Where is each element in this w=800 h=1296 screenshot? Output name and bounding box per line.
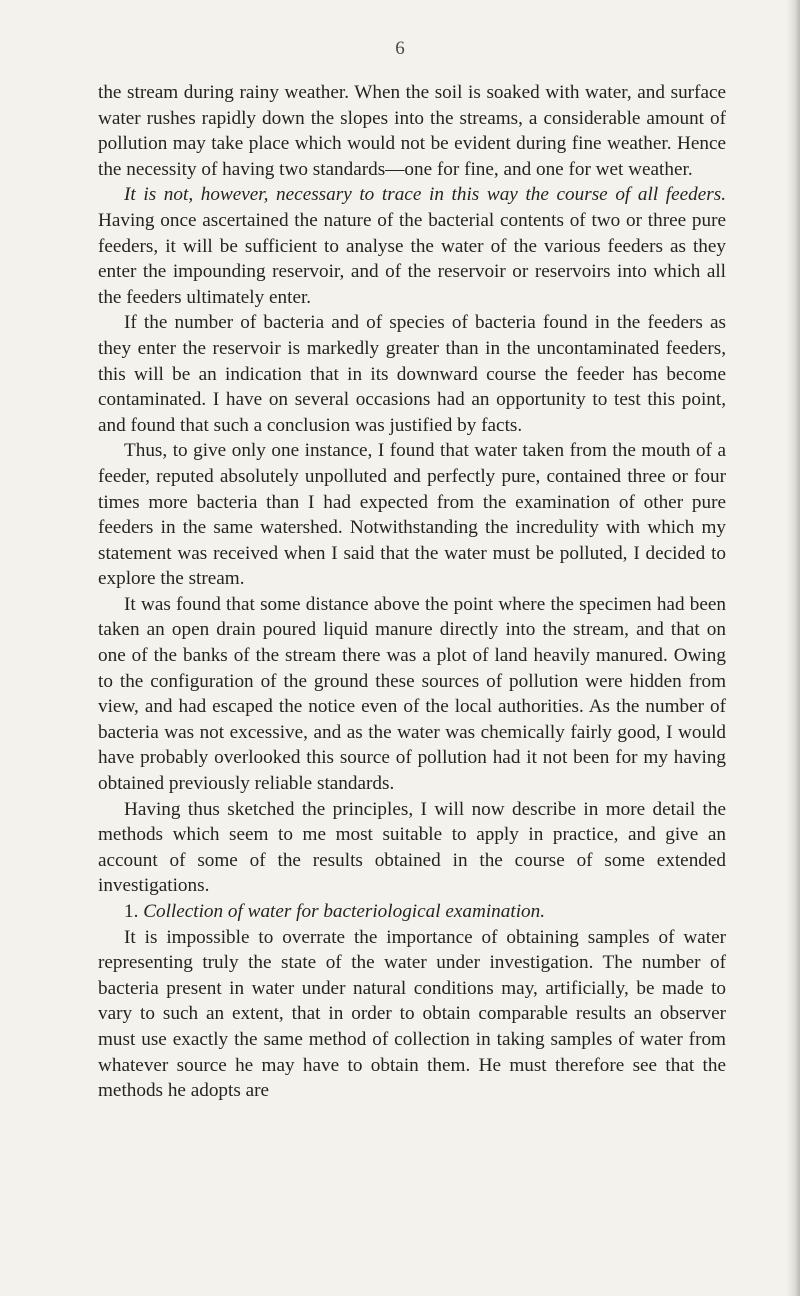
section-heading — [98, 899, 726, 925]
paragraph-5 — [98, 592, 726, 797]
body-text — [98, 80, 726, 1104]
paragraph-text: Having once ascertained the nature of the bacterial contents of two or three pure feeders, it will be sufficient to analyse the water of the various feeders as they enter the impounding reservoir, and of the reservoir or reservoirs into which all the feeders ultimately enter. — [98, 209, 726, 308]
paragraph-text: the stream during rainy weather. When the soil is soaked with water, and surface water rushes rapidly down the slopes into the streams, a considerable amount of pollution may take place which would not be evident during fine weather. Hence the necessity of having two standards—one for fine, and one for wet weather. — [98, 82, 726, 180]
paragraph-2 — [98, 182, 726, 310]
paragraph-text: Thus, to give only one instance, I found that water taken from the mouth of a feeder, reputed absolutely unpolluted and perfectly pure, contained three or four times more bacteria than I had expected from the examination of other pure feeders in the same watershed. Notwithstanding the incredulity with which my statement was received when I said that the water must be polluted, I decided to explore the stream. — [98, 440, 726, 590]
paragraph-8 — [98, 925, 726, 1104]
paragraph-text: It was found that some distance above the point where the specimen had been taken an open drain poured liquid manure directly into the stream, and that on one of the banks of the stream there was a plot of land heavily manured. Owing to the configuration of the ground these sources of pollution were hidden from view, and had escaped the notice even of the local authorities. As the number of bacteria was not excessive, and as the water was chemically fairly good, I would have probably overlooked this source of pollution had it not been for my having obtained previously reliable standards. — [98, 593, 726, 795]
paragraph-1 — [98, 80, 726, 182]
paragraph-text: It is impossible to overrate the importance of obtaining samples of water representing truly the state of the water under investigation. The number of bacteria present in water under natural conditions may, artificially, be made to vary to such an extent, that in order to obtain comparable results an observer must use exactly the same method of collection in taking samples of water from whatever source he may have to obtain them. He must therefore see that the methods he adopts are — [98, 926, 726, 1102]
section-number: 1. — [124, 901, 144, 922]
page-number: 6 — [395, 38, 405, 59]
paragraph-text: If the number of bacteria and of species of bacteria found in the feeders as they enter the reservoir is markedly greater than in the uncontaminated feeders, this will be an indication that in its downward course the feeder has become contaminated. I have on several occasions had an opportunity to test this point, and found that such a conclusion was justified by facts. — [98, 312, 726, 436]
page-edge-shadow — [786, 0, 800, 1296]
italic-lead: It is not, however, necessary to trace in this way the course of all feeders. — [124, 184, 726, 206]
paragraph-3 — [98, 310, 726, 438]
section-title: Collection of water for bacteriological examination. — [143, 901, 546, 922]
paragraph-6 — [98, 797, 726, 899]
paragraph-4 — [98, 438, 726, 592]
paragraph-text: Having thus sketched the principles, I will now describe in more detail the methods which seem to me most suitable to apply in practice, and give an account of some of the results obtained in the course of some extended investigations. — [98, 798, 726, 897]
